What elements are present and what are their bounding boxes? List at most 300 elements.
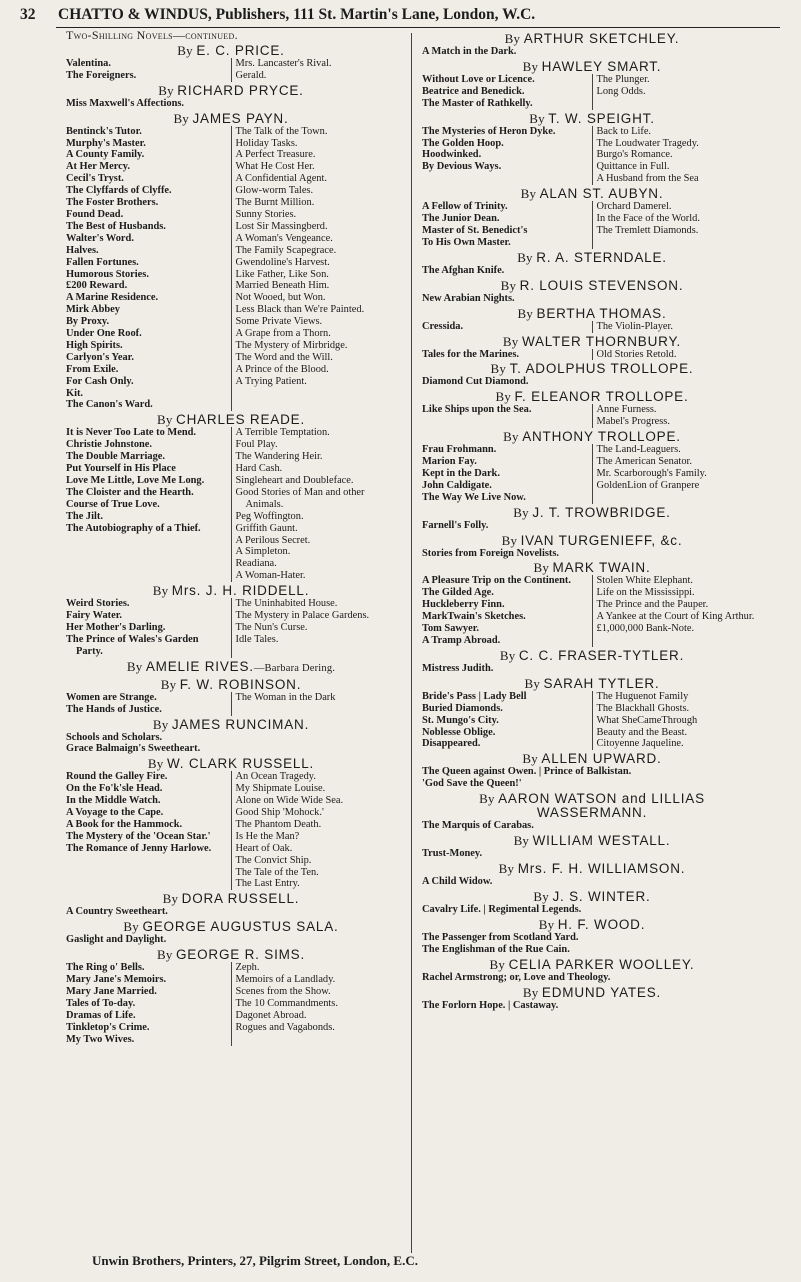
book-title: The Mysteries of Heron Dyke. [422, 125, 556, 137]
book-title: The Loudwater Tragedy. [596, 137, 699, 149]
author-name: R. LOUIS STEVENSON. [519, 277, 684, 293]
book-title: MarkTwain's Sketches. [422, 611, 526, 623]
author-heading [66, 112, 396, 126]
title-column [231, 427, 397, 582]
book-title: The Cloister and the Hearth. [66, 486, 194, 498]
book-title: Like Father, Like Son. [235, 268, 329, 280]
book-title: Singleheart and Doubleface. [235, 475, 354, 486]
author-entry [422, 307, 762, 333]
book-title: Cavalry Life. | Regimental Legends. [422, 903, 582, 915]
title-table [422, 126, 762, 186]
title-table [66, 58, 396, 82]
title-column [422, 321, 592, 333]
author-heading [66, 584, 396, 598]
book-title: The Canon's Ward. [66, 399, 153, 411]
author-entry [66, 678, 396, 716]
left-column [66, 30, 396, 1046]
author-name: J. T. TROWBRIDGE. [532, 504, 671, 520]
title-column [422, 444, 592, 504]
book-title: Schools and Scholars. [66, 731, 163, 743]
book-title: Murphy's Master. [66, 137, 146, 149]
book-title: The Forlorn Hope. | Castaway. [422, 999, 559, 1011]
page-header [20, 0, 790, 26]
author-by: By [152, 583, 172, 599]
title-column [592, 691, 763, 751]
book-title: A Child Widow. [422, 875, 493, 887]
author-by: By [538, 916, 558, 932]
book-title: At Her Mercy. [66, 161, 130, 173]
author-name: E. C. PRICE. [196, 42, 285, 58]
book-title: The Tale of the Ten. [235, 866, 319, 878]
book-title: Mirk Abbey [66, 304, 120, 316]
book-title: The Family Scapegrace. [235, 244, 337, 256]
book-title: The Ring o' Bells. [66, 962, 145, 974]
book-title: Round the Galley Fire. [66, 771, 168, 783]
book-title: The Phantom Death. [235, 818, 322, 830]
book-title: To His Own Master. [422, 236, 511, 248]
author-heading [422, 32, 762, 46]
title-table [422, 404, 762, 428]
book-title: The Convict Ship. [235, 854, 312, 866]
book-title: Love Me Little, Love Me Long. [66, 475, 205, 486]
book-title: The Queen against Owen. | Prince of Balkistan. [422, 766, 632, 778]
book-title: A Book for the Hammock. [66, 818, 183, 830]
title-column [422, 126, 592, 186]
book-title: Tinkletop's Crime. [66, 1021, 150, 1033]
author-heading [422, 362, 762, 376]
book-title: A Grape from a Thorn. [235, 328, 331, 340]
author-name: DORA RUSSELL. [181, 891, 300, 907]
book-title: High Spirits. [66, 339, 123, 351]
title-table [66, 692, 396, 716]
author-entry [422, 862, 762, 888]
book-title: Beauty and the Beast. [596, 726, 688, 738]
book-title: Weird Stories. [66, 598, 130, 610]
book-title: The Master of Rathkelly. [422, 97, 533, 109]
book-title: The Mystery in Palace Gardens. [235, 610, 370, 622]
book-title: Women are Strange. [66, 691, 157, 703]
book-title: Frau Frohmann. [422, 444, 497, 456]
book-title: Cecil's Tryst. [66, 173, 124, 185]
book-title: By Devious Ways. [422, 161, 502, 173]
column-divider [411, 33, 412, 1253]
book-title: A Husband from the Sea [596, 173, 699, 185]
author-name: H. F. WOOD. [557, 916, 646, 932]
author-entry [422, 834, 762, 860]
book-title: Tales for the Marines. [422, 348, 519, 360]
printer-footer: Unwin Brothers, Printers, 27, Pilgrim Street, London, E.C. [92, 1253, 418, 1268]
book-title: Less Black than We're Painted. [235, 304, 365, 316]
author-entry [422, 958, 762, 984]
author-heading [422, 862, 762, 876]
author-heading [422, 890, 762, 904]
title-table [422, 575, 762, 646]
book-title: Fallen Fortunes. [66, 256, 139, 268]
author-heading [422, 390, 762, 404]
author-by: By [529, 110, 549, 126]
title-column [422, 201, 592, 249]
book-title: The Best of Husbands. [66, 220, 166, 232]
author-name: GEORGE AUGUSTUS SALA. [142, 919, 339, 935]
author-heading [422, 60, 762, 74]
book-title: Humorous Stories. [66, 268, 149, 280]
book-title: The Prince and the Pauper. [596, 599, 709, 611]
left-entries [66, 44, 396, 1046]
author-heading [422, 792, 762, 820]
author-name: C. C. FRASER-TYTLER. [518, 647, 685, 663]
book-title: Christie Johnstone. [66, 439, 153, 451]
book-title: Rachel Armstrong; or, Love and Theology. [422, 971, 611, 983]
author-heading [66, 920, 396, 934]
author-by: By [479, 791, 499, 807]
book-title: The Plunger. [596, 73, 650, 85]
book-title: St. Mungo's City. [422, 714, 499, 726]
book-title: Under One Roof. [66, 328, 142, 340]
book-title: Memoirs of a Landlady. [235, 974, 336, 986]
author-heading [66, 84, 396, 98]
author-heading [422, 335, 762, 349]
book-title: The Nun's Curse. [235, 621, 308, 633]
author-by: By [160, 676, 180, 692]
author-heading [66, 757, 396, 771]
title-column [231, 962, 397, 1045]
book-title: Farnell's Folly. [422, 519, 489, 531]
author-heading [66, 413, 396, 427]
book-title: The Clyffards of Clyffe. [66, 185, 172, 197]
author-by: By [500, 277, 520, 293]
book-title: For Cash Only. [66, 375, 134, 387]
author-heading [422, 677, 762, 691]
book-title: The Word and the Will. [235, 351, 333, 363]
author-by: By [147, 756, 167, 772]
author-by: By [498, 860, 518, 876]
author-name: BERTHA THOMAS. [536, 305, 667, 321]
author-name: F. ELEANOR TROLLOPE. [514, 389, 689, 405]
author-name: CHARLES READE. [176, 412, 305, 428]
book-title: Foul Play. [235, 439, 278, 451]
author-by: By [501, 532, 521, 548]
author-by: By [522, 58, 542, 74]
author-entry [66, 718, 396, 756]
book-title: The Blackhall Ghosts. [596, 702, 690, 714]
right-entries [422, 32, 762, 1011]
author-by: By [173, 110, 193, 126]
author-entry [66, 44, 396, 82]
book-title: Tales of To-day. [66, 997, 136, 1009]
author-heading [422, 430, 762, 444]
book-title: What He Cost Her. [235, 161, 315, 173]
author-by: By [123, 919, 143, 935]
book-title: In the Face of the World. [596, 213, 700, 225]
book-title: Marion Fay. [422, 456, 477, 468]
page-number: 32 [20, 6, 36, 23]
book-title: The Land-Leaguers. [596, 444, 681, 456]
book-title: My Shipmate Louise. [235, 783, 326, 795]
title-table [422, 201, 762, 249]
book-title: The Marquis of Carabas. [422, 820, 534, 832]
author-heading [422, 986, 762, 1000]
author-by: By [517, 305, 537, 321]
book-title: The Burnt Million. [235, 197, 315, 209]
author-entry [422, 60, 762, 110]
book-title: The Double Marriage. [66, 451, 165, 463]
author-heading [422, 958, 762, 972]
book-title: A Fellow of Trinity. [422, 201, 508, 213]
author-name: WILLIAM WESTALL. [532, 833, 671, 849]
author-by: By [162, 891, 182, 907]
author-heading [422, 112, 762, 126]
author-by: By [517, 249, 537, 265]
author-name: SARAH TYTLER. [543, 675, 660, 691]
book-title: A County Family. [66, 149, 145, 161]
author-by: By [490, 361, 510, 377]
book-title: £200 Reward. [66, 280, 128, 292]
author-by: By [158, 82, 178, 98]
book-title: Readiana. [235, 558, 277, 570]
book-title: From Exile. [66, 363, 119, 375]
author-name: ANTHONY TROLLOPE. [522, 429, 681, 445]
title-column [422, 74, 592, 110]
book-title: The Last Entry. [235, 878, 300, 890]
title-column [66, 598, 231, 658]
book-title: Mary Jane Married. [66, 986, 157, 997]
author-entry [66, 948, 396, 1045]
book-title: The Autobiography of a Thief. [66, 522, 201, 534]
author-entry [66, 920, 396, 946]
book-title: Mabel's Progress. [596, 416, 670, 428]
author-name: RICHARD PRYCE. [177, 82, 304, 98]
book-title: An Ocean Tragedy. [235, 771, 316, 783]
author-by: By [502, 333, 522, 349]
author-name: ARTHUR SKETCHLEY. [523, 31, 680, 46]
book-title: A Perilous Secret. [235, 534, 311, 546]
author-by: By [503, 429, 523, 445]
book-title: Put Yourself in His Place [66, 463, 176, 475]
author-name: EDMUND YATES. [541, 984, 662, 1000]
book-title: A Prince of the Blood. [235, 363, 329, 375]
author-heading [422, 307, 762, 321]
book-title: The Junior Dean. [422, 213, 500, 225]
book-title: Halves. [66, 244, 99, 256]
title-table [422, 444, 762, 504]
book-title: Hard Cash. [235, 463, 283, 475]
author-name: Mrs. J. H. RIDDELL. [171, 583, 310, 599]
author-heading [66, 948, 396, 962]
author-name: GEORGE R. SIMS. [176, 947, 306, 963]
book-title: Good Ship 'Mohock.' [235, 807, 324, 819]
book-title: Burgo's Romance. [596, 149, 673, 161]
author-entry [422, 362, 762, 388]
book-title: Peg Woffington. [235, 510, 304, 522]
book-title: A Marine Residence. [66, 292, 159, 304]
book-title: What SheCameThrough [596, 714, 698, 726]
book-title: A Woman-Hater. [235, 570, 306, 582]
book-title: Valentina. [66, 57, 111, 69]
book-title: A Woman's Vengeance. [235, 232, 333, 244]
title-table [66, 771, 396, 890]
author-heading [422, 534, 762, 548]
title-column [231, 126, 397, 412]
book-title: Idle Tales. [235, 633, 279, 645]
book-title: Noblesse Oblige. [422, 726, 496, 738]
book-title: GoldenLion of Granpere [596, 479, 700, 491]
book-title: The Hands of Justice. [66, 703, 162, 715]
author-heading [422, 251, 762, 265]
author-by: By [156, 947, 176, 963]
book-title: My Two Wives. [66, 1033, 135, 1045]
title-column [422, 575, 592, 646]
book-title: Carlyon's Year. [66, 351, 134, 363]
author-by: By [522, 984, 542, 1000]
title-column [422, 691, 592, 751]
title-column [66, 771, 231, 890]
author-entry [422, 918, 762, 956]
book-title: Trust-Money. [422, 848, 483, 860]
author-entry [422, 677, 762, 751]
book-title: Mistress Judith. [422, 662, 494, 674]
author-entry [422, 251, 762, 277]
book-title: Life on the Mississippi. [596, 587, 695, 599]
book-title: Diamond Cut Diamond. [422, 376, 529, 388]
book-title: Scenes from the Show. [235, 986, 331, 997]
book-title: The Afghan Knife. [422, 264, 505, 276]
book-title: Bentinck's Tutor. [66, 125, 142, 137]
author-entry [422, 534, 762, 560]
author-name: J. S. WINTER. [552, 888, 651, 904]
title-table [422, 321, 762, 333]
author-by: By [533, 888, 553, 904]
author-entry [66, 584, 396, 658]
author-by: By [504, 31, 524, 46]
book-title: John Caldigate. [422, 479, 492, 491]
book-title: The Wandering Heir. [235, 451, 323, 463]
title-column [231, 598, 397, 658]
book-title: A Terrible Temptation. [235, 427, 330, 439]
book-title: It is Never Too Late to Mend. [66, 427, 196, 439]
book-title: Good Stories of Man and other Animals. [235, 486, 365, 510]
book-title: Quittance in Full. [596, 161, 670, 173]
title-column [592, 74, 763, 110]
book-title: Is He the Man? [235, 830, 300, 842]
author-by: By [489, 956, 509, 972]
title-column [66, 692, 231, 716]
author-name: IVAN TURGENIEFF, &c. [520, 532, 683, 548]
author-heading [422, 752, 762, 766]
book-title: £1,000,000 Bank-Note. [596, 623, 695, 635]
author-heading [422, 649, 762, 663]
author-by: By [522, 751, 542, 767]
book-title: Alone on Wide Wide Sea. [235, 795, 344, 807]
author-by: By [524, 675, 544, 691]
title-table [66, 427, 396, 582]
title-column [592, 321, 763, 333]
author-name: AMELIE RIVES. [145, 658, 254, 674]
author-heading [422, 834, 762, 848]
author-name: F. W. ROBINSON. [179, 676, 302, 692]
book-title: The Jilt. [66, 510, 103, 522]
book-title: A Country Sweetheart. [66, 906, 168, 918]
title-table [66, 126, 396, 412]
title-column [592, 126, 763, 186]
book-title: A Yankee at the Court of King Arthur. [596, 611, 755, 623]
author-by: By [513, 833, 533, 849]
book-title: Tom Sawyer. [422, 623, 479, 635]
book-title: Like Ships upon the Sea. [422, 404, 532, 416]
author-entry [422, 390, 762, 428]
author-entry [422, 792, 762, 832]
book-title: Glow-worm Tales. [235, 185, 314, 197]
author-heading [66, 892, 396, 906]
author-heading [66, 660, 396, 676]
title-column [422, 349, 592, 361]
book-title: Orchard Damerel. [596, 201, 672, 213]
book-title: Huckleberry Finn. [422, 599, 505, 611]
book-title: Mrs. Lancaster's Rival. [235, 57, 332, 69]
book-title: Disappeared. [422, 738, 481, 750]
title-column [592, 201, 763, 249]
author-by: By [495, 389, 515, 405]
author-by: By [513, 504, 533, 520]
title-column [231, 771, 397, 890]
book-title: Heart of Oak. [235, 842, 293, 854]
book-title: Miss Maxwell's Affections. [66, 97, 185, 109]
title-column [66, 126, 231, 412]
title-table [66, 962, 396, 1045]
author-by: By [177, 42, 197, 58]
author-heading [66, 718, 396, 732]
author-entry [422, 112, 762, 186]
author-entry [422, 187, 762, 249]
author-name: Mrs. F. H. WILLIAMSON. [517, 860, 686, 876]
book-title: The Romance of Jenny Harlowe. [66, 842, 212, 854]
book-title: The 10 Commandments. [235, 997, 338, 1009]
book-title: A Voyage to the Cape. [66, 807, 164, 819]
book-title: A Confidential Agent. [235, 173, 327, 185]
book-title: Walter's Word. [66, 232, 134, 244]
author-entry [66, 892, 396, 918]
author-entry [422, 335, 762, 361]
book-title: The Gilded Age. [422, 587, 494, 599]
book-title: A Trying Patient. [235, 375, 307, 387]
author-name: AARON WATSON and LILLIAS WASSERMANN. [498, 791, 705, 821]
author-name: T. ADOLPHUS TROLLOPE. [509, 361, 694, 377]
author-heading [422, 279, 762, 293]
book-title: A Simpleton. [235, 546, 291, 558]
book-title: Holiday Tasks. [235, 137, 298, 149]
book-title: Gwendoline's Harvest. [235, 256, 330, 268]
author-name: W. CLARK RUSSELL. [166, 756, 315, 772]
author-entry [422, 649, 762, 675]
title-column [422, 404, 592, 428]
author-entry [422, 752, 762, 790]
title-column [66, 427, 231, 582]
author-name: JAMES PAYN. [192, 110, 289, 126]
book-title: Master of St. Benedict's [422, 224, 528, 236]
author-suffix: —Barbara Dering. [253, 662, 336, 674]
book-title: Dagonet Abroad. [235, 1009, 307, 1021]
book-title: The Tremlett Diamonds. [596, 224, 699, 236]
book-title: Without Love or Licence. [422, 73, 535, 85]
author-entry [66, 413, 396, 582]
author-entry [422, 561, 762, 646]
book-title: A Match in the Dark. [422, 46, 517, 57]
book-title: 'God Save the Queen!' [422, 778, 522, 790]
book-title: Stories from Foreign Novelists. [422, 547, 559, 559]
title-column [66, 962, 231, 1045]
book-title: The Mystery of Mirbridge. [235, 339, 348, 351]
title-column [231, 692, 397, 716]
author-by: By [152, 716, 172, 732]
